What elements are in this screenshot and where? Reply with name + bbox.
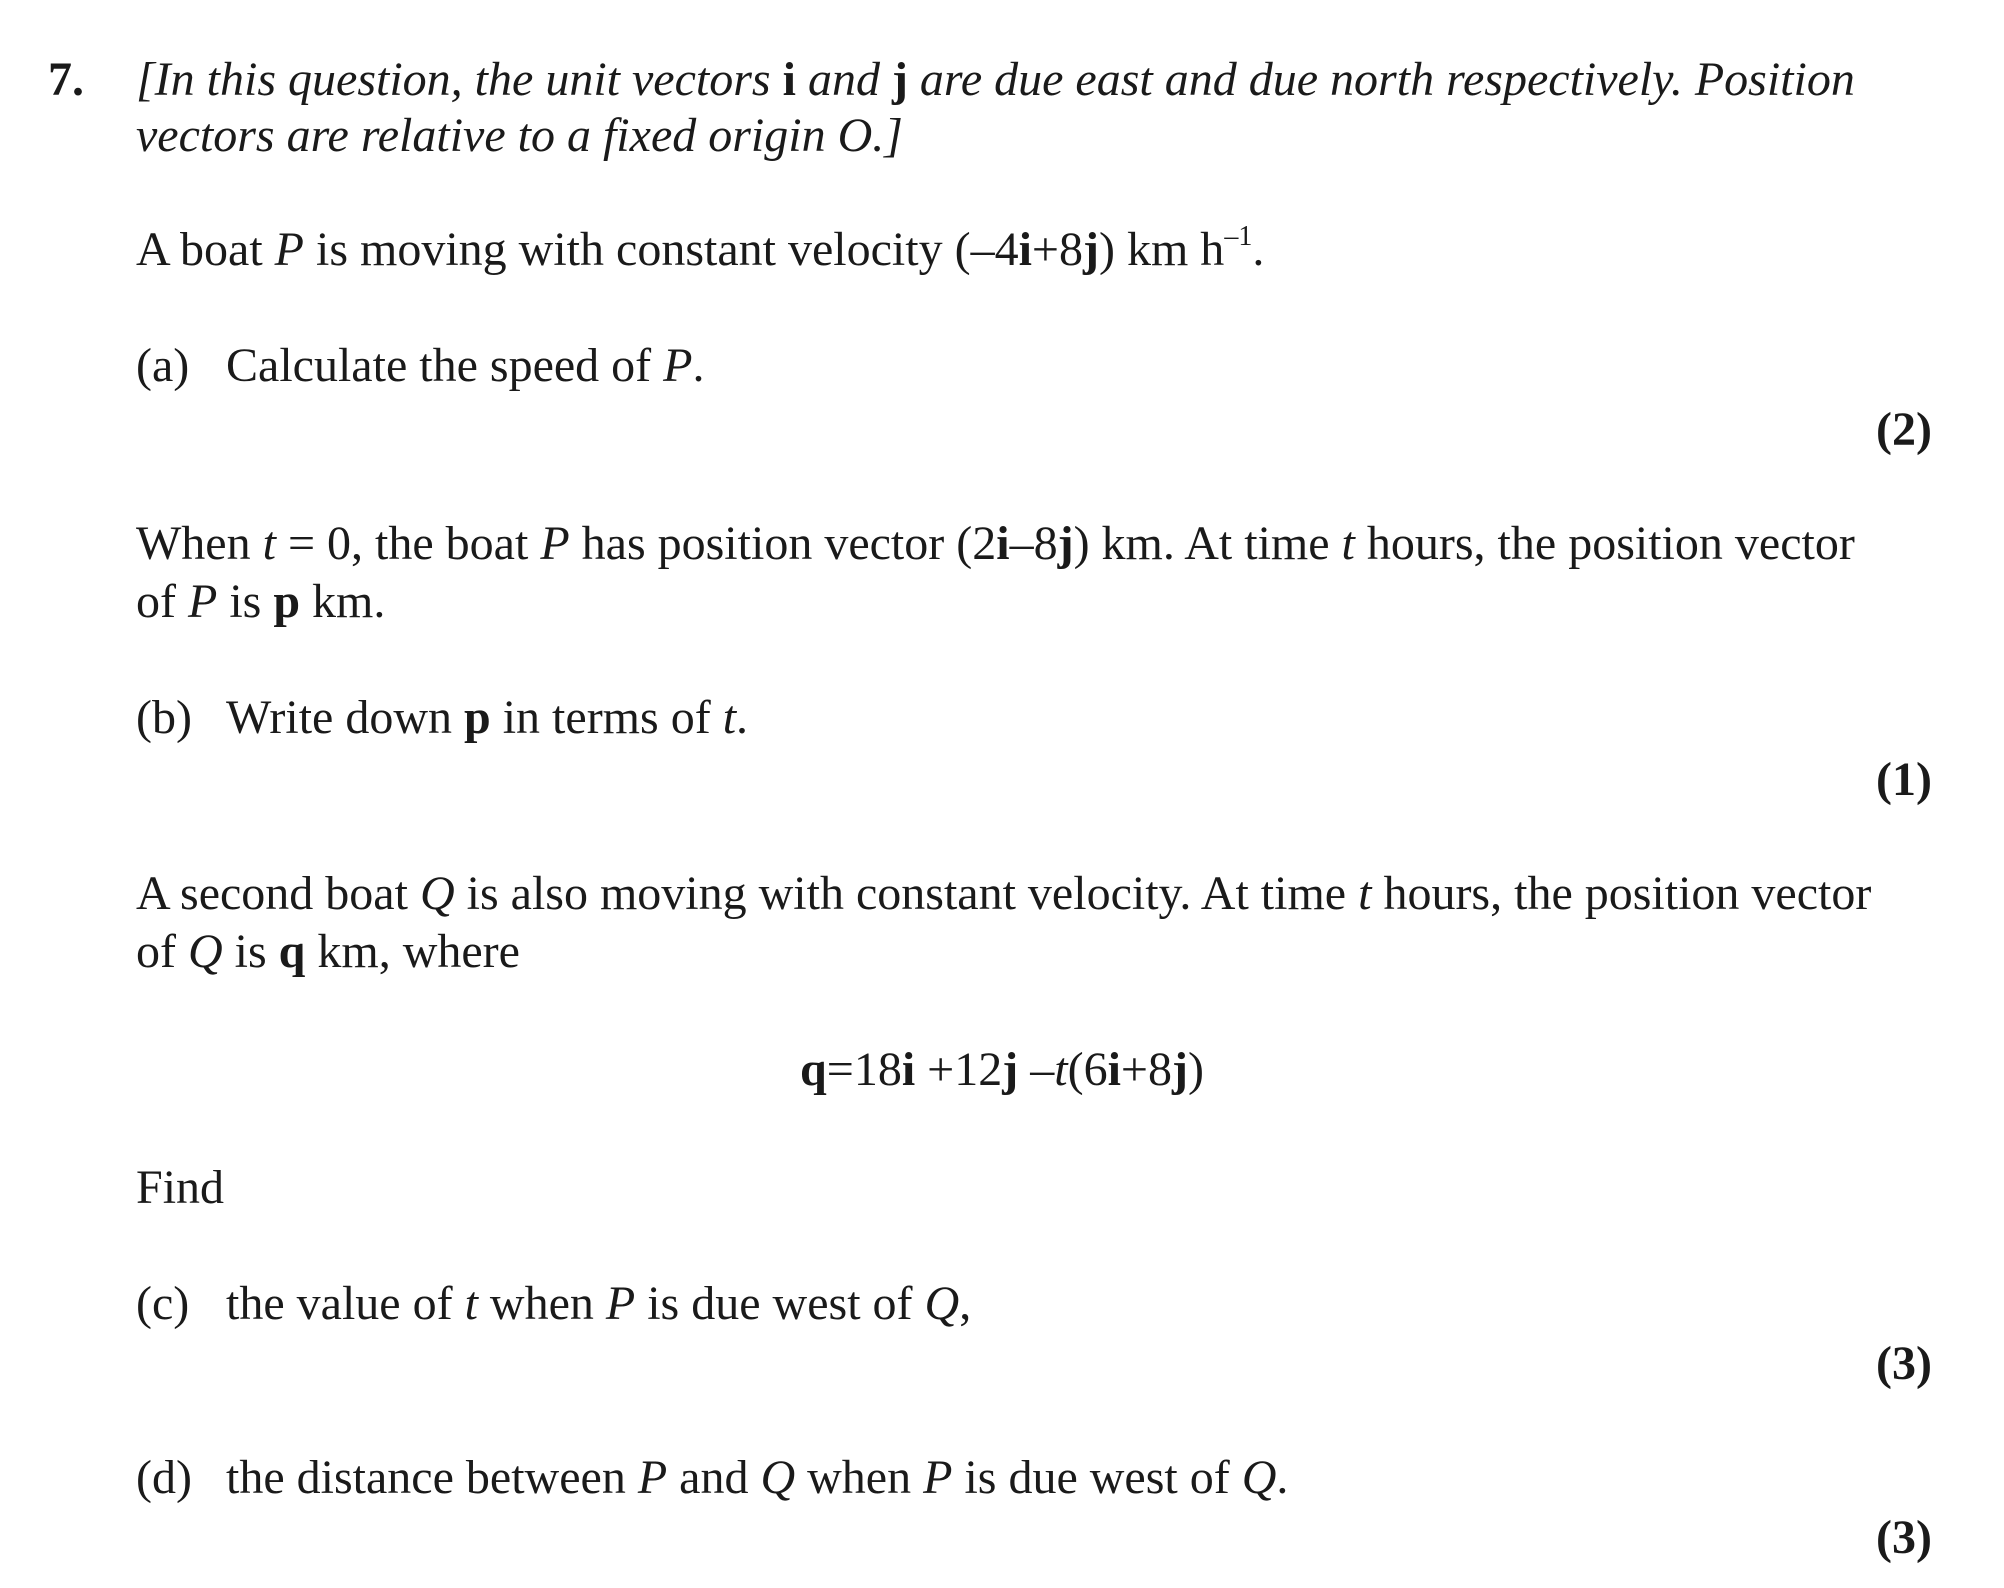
part-c-text: the value of t when P is due west of Q,	[226, 1277, 972, 1330]
part-b-text: Write down p in terms of t.	[226, 691, 749, 744]
part-b	[136, 688, 1932, 748]
question-number: 7.	[48, 53, 84, 106]
find-label: Find	[136, 1161, 225, 1214]
part-a-text: Calculate the speed of P.	[226, 339, 705, 392]
part-c-marks: (3)	[1876, 1337, 1932, 1390]
equation-q	[0, 1040, 2004, 1100]
stem-boat-q-1-text: A second boat Q is also moving with constant velocity. At time t hours, the position vector	[136, 867, 1872, 920]
part-b-label: (b)	[136, 691, 192, 744]
part-d-text: the distance between P and Q when P is due west of Q.	[226, 1451, 1289, 1504]
part-c	[136, 1274, 1932, 1334]
part-a	[136, 336, 1932, 396]
part-a-label: (a)	[136, 339, 190, 392]
stem-position-p-1-text: When t = 0, the boat P has position vector (2i–8j) km. At time t hours, the position vector	[136, 517, 1855, 570]
intro-line-1-text: [In this question, the unit vectors i and j are due east and due north respectively. Position	[136, 53, 1855, 106]
stem-position-p-2	[136, 572, 1932, 632]
stem-velocity	[136, 220, 1932, 280]
intro-line-2	[136, 106, 1932, 166]
part-a-marks: (2)	[1876, 403, 1932, 456]
intro-line-1	[136, 50, 1932, 110]
part-d-label: (d)	[136, 1451, 192, 1504]
part-b-marks: (1)	[1876, 753, 1932, 806]
stem-boat-q-2	[136, 922, 1932, 982]
stem-position-p-1	[136, 514, 1932, 574]
part-d-marks: (3)	[1876, 1511, 1932, 1564]
stem-boat-q-2-text: of Q is q km, where	[136, 925, 520, 978]
stem-position-p-2-text: of P is p km.	[136, 575, 386, 628]
part-d	[136, 1448, 1932, 1508]
stem-boat-q-1	[136, 864, 1932, 924]
stem-velocity-text: A boat P is moving with constant velocity (–4i+8j) km $h^{-1}$.	[136, 221, 1265, 276]
equation-q-text: q=18i +12j –t(6i+8j)	[800, 1043, 1204, 1096]
intro-line-2-text: vectors are relative to a fixed origin O.]	[136, 109, 903, 162]
part-c-label: (c)	[136, 1277, 190, 1330]
